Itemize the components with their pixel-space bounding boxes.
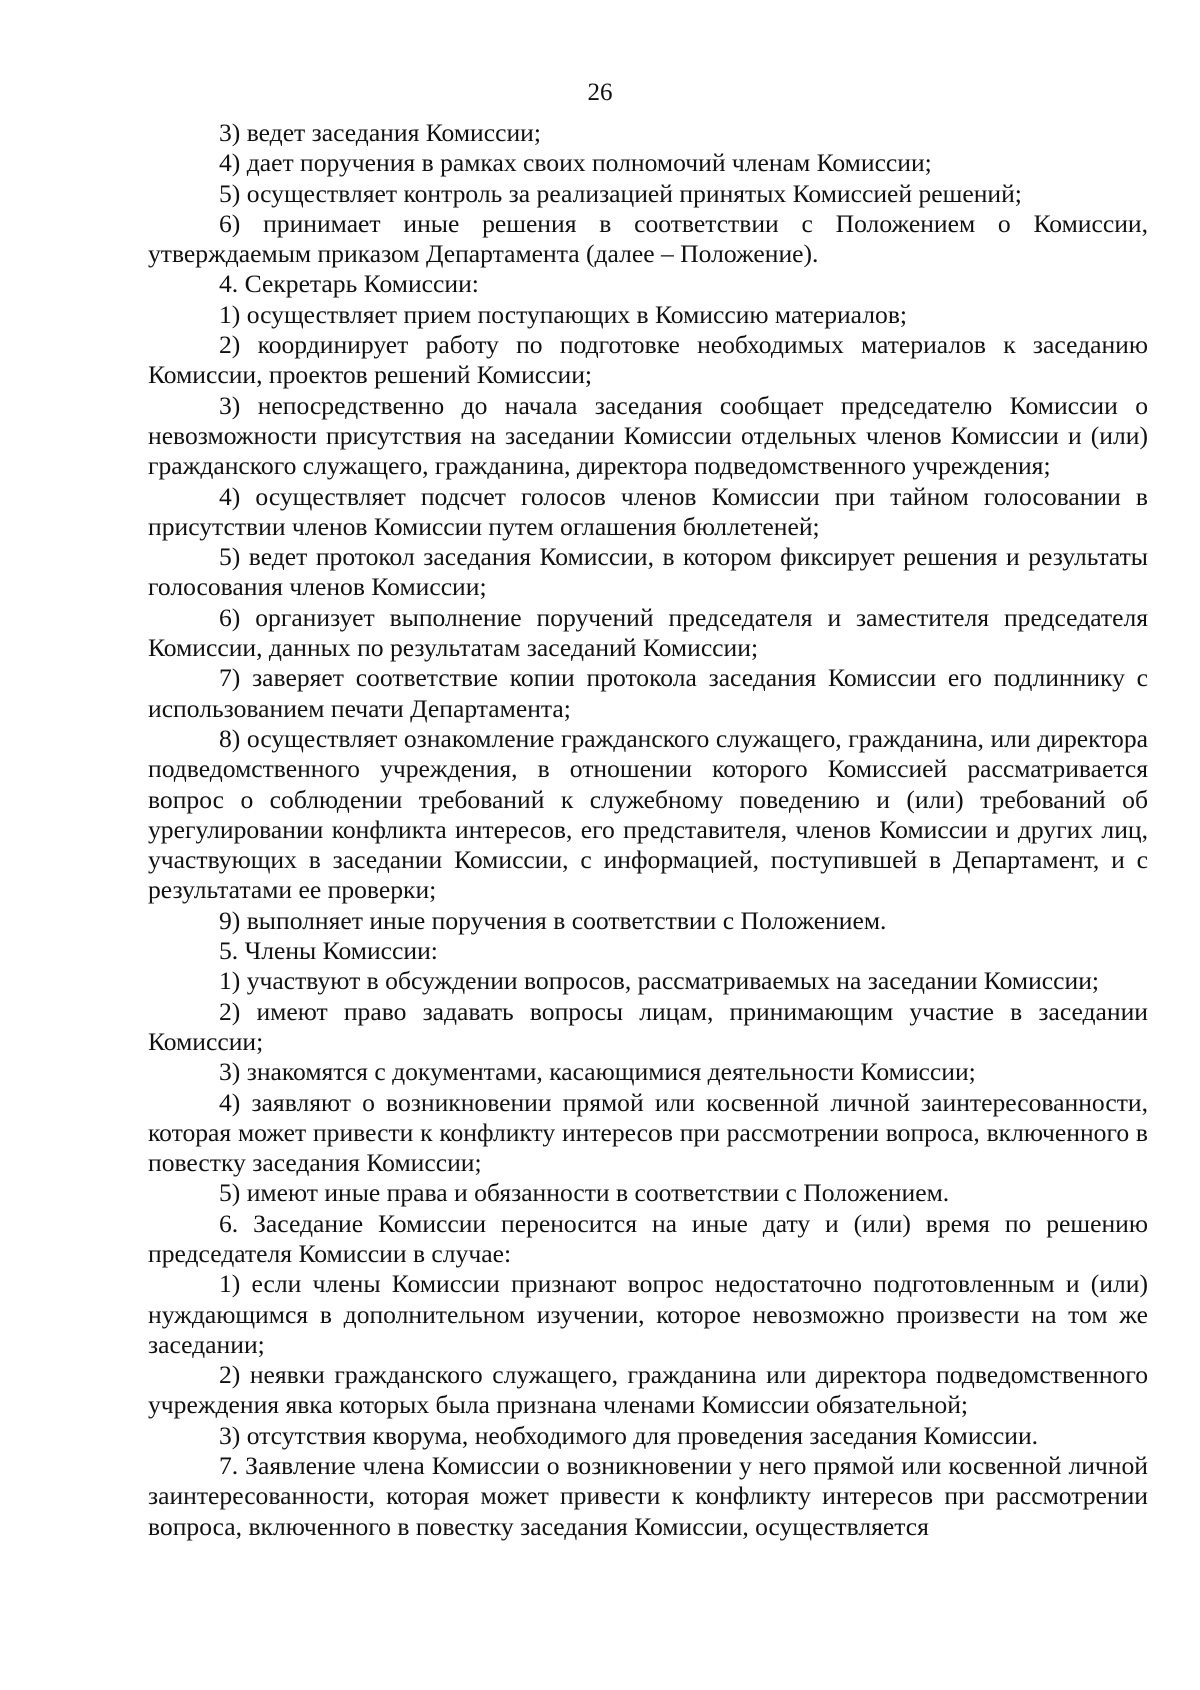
paragraph: 4) дает поручения в рамках своих полномочий членам Комиссии; [219,148,932,178]
paragraph: 3) отсутствия кворума, необходимого для проведения заседания Комиссии. [219,1420,1039,1450]
paragraph: 7. Заявление члена Комиссии о возникновении у него прямой или косвенной личной заинтересованности, которая может привести к конфликту интересов при рассмотрении вопроса, включенного в повестку заседания Комиссии, осуществляется [148,1451,1148,1541]
paragraph: 5) ведет протокол заседания Комиссии, в котором фиксирует решения и результаты голосования членов Комиссии; [148,542,1148,602]
paragraph: 1) если члены Комиссии признают вопрос недостаточно подготовленным и (или) нуждающимся в дополнительном изучении, которое невозможно произвести на том же заседании; [148,1269,1148,1359]
paragraph: 6) принимает иные решения в соответствии с Положением о Комиссии, утверждаемым приказом Департамента (далее – Положение). [148,208,1148,269]
paragraph: 2) имеют право задавать вопросы лицам, принимающим участие в заседании Комиссии; [148,996,1148,1056]
paragraph: 6) организует выполнение поручений председателя и заместителя председателя Комиссии, данных по результатам заседаний Комиссии; [148,602,1148,663]
paragraph: 7) заверяет соответствие копии протокола заседания Комиссии его подлиннику с использованием печати Департамента; [148,663,1148,723]
paragraph: 1) осуществляет прием поступающих в Комиссию материалов; [219,299,908,329]
paragraph: 4) осуществляет подсчет голосов членов Комиссии при тайном голосовании в присутствии членов Комиссии путем оглашения бюллетеней; [148,481,1148,541]
paragraph: 4) заявляют о возникновении прямой или косвенной личной заинтересованности, которая может привести к конфликту интересов при рассмотрении вопроса, включенного в повестку заседания Комиссии; [148,1087,1148,1178]
paragraph: 6. Заседание Комиссии переносится на иные дату и (или) время по решению председателя Комиссии в случае: [148,1208,1148,1268]
section-heading: 4. Секретарь Комиссии: [219,269,479,299]
paragraph: 3) знакомятся с документами, касающимися деятельности Комиссии; [219,1057,976,1087]
page-number: 26 [587,79,613,106]
paragraph: 9) выполняет иные поручения в соответствии с Положением. [219,905,887,935]
paragraph: 8) осуществляет ознакомление гражданского служащего, гражданина, или директора подведомственного учреждения, в отношении которого Комиссией рассматривается вопрос о соблюдении требований к служебному поведению и (или) требований об урегулировании конфликта интересов, его представителя, членов Комиссии и других лиц, участвующих в заседании Комиссии, с информацией, поступившей в Департамент, и с результатами ее проверки; [148,723,1148,905]
paragraph: 1) участвуют в обсуждении вопросов, рассматриваемых на заседании Комиссии; [219,966,1100,996]
paragraph: 3) непосредственно до начала заседания сообщает председателю Комиссии о невозможности присутствия на заседании Комиссии отдельных членов Комиссии и (или) гражданского служащего, гражданина, директора подведомственного учреждения; [148,390,1148,481]
section-heading: 5. Члены Комиссии: [219,936,438,966]
paragraph: 5) имеют иные права и обязанности в соответствии с Положением. [219,1178,950,1208]
paragraph: 2) неявки гражданского служащего, гражданина или директора подведомственного учреждения явка которых была признана членами Комиссии обязательной; [148,1360,1148,1420]
paragraph: 2) координирует работу по подготовке необходимых материалов к заседанию Комиссии, проектов решений Комиссии; [148,330,1148,390]
document-body [148,118,1148,1542]
paragraph: 3) ведет заседания Комиссии; [219,118,541,147]
paragraph: 5) осуществляет контроль за реализацией принятых Комиссией решений; [219,178,1022,208]
